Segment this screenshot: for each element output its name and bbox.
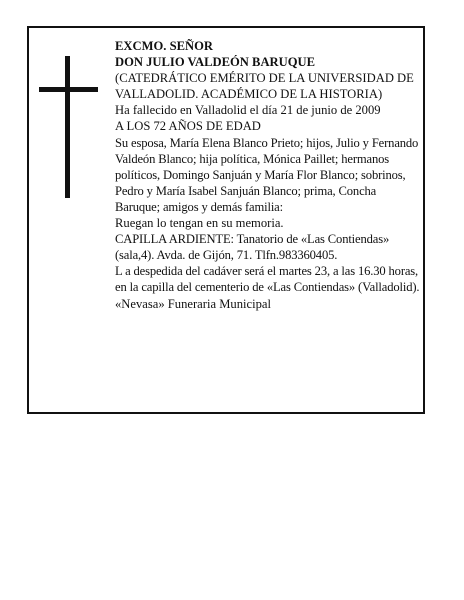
deceased-position: (CATEDRÁTICO EMÉRITO DE LA UNIVERSIDAD DE VALLADOLID. ACADÉMICO DE LA HISTORIA) bbox=[115, 71, 414, 102]
cross-icon-vertical bbox=[65, 56, 70, 198]
family-list: Su esposa, María Elena Blanco Prieto; hijos, Julio y Fernando Valdeón Blanco; hija política, Mónica Paillet; hermanos políticos, Domingo Sanjuán y María Flor Blanco; sobrinos, Pedro y María Isabel Sanjuán Blanco; prima, Concha Baruque; amigos y demás familia: bbox=[115, 135, 419, 214]
farewell-info: L a despedida del cadáver será el martes 23, a las 16.30 horas, en la capilla del cementerio de «Las Contiendas» (Valladolid). bbox=[115, 264, 420, 295]
obituary-notice bbox=[27, 26, 425, 414]
prayer-request: Ruegan lo tengan en su memoria. bbox=[115, 216, 284, 231]
age-statement: A LOS 72 AÑOS DE EDAD bbox=[115, 119, 261, 134]
deceased-name: DON JULIO VALDEÓN BARUQUE bbox=[115, 55, 316, 70]
cross-icon-horizontal bbox=[39, 87, 98, 92]
death-statement: Ha fallecido en Valladolid el día 21 de junio de 2009 bbox=[115, 103, 381, 118]
honorific-title: EXCMO. SEÑOR bbox=[115, 39, 213, 53]
funeral-home: «Nevasa» Funeraria Municipal bbox=[115, 296, 271, 311]
chapel-info: CAPILLA ARDIENTE: Tanatorio de «Las Contiendas» (sala,4). Avda. de Gijón, 71. Tlfn.983360405. bbox=[115, 232, 390, 263]
obituary-text bbox=[115, 38, 421, 312]
